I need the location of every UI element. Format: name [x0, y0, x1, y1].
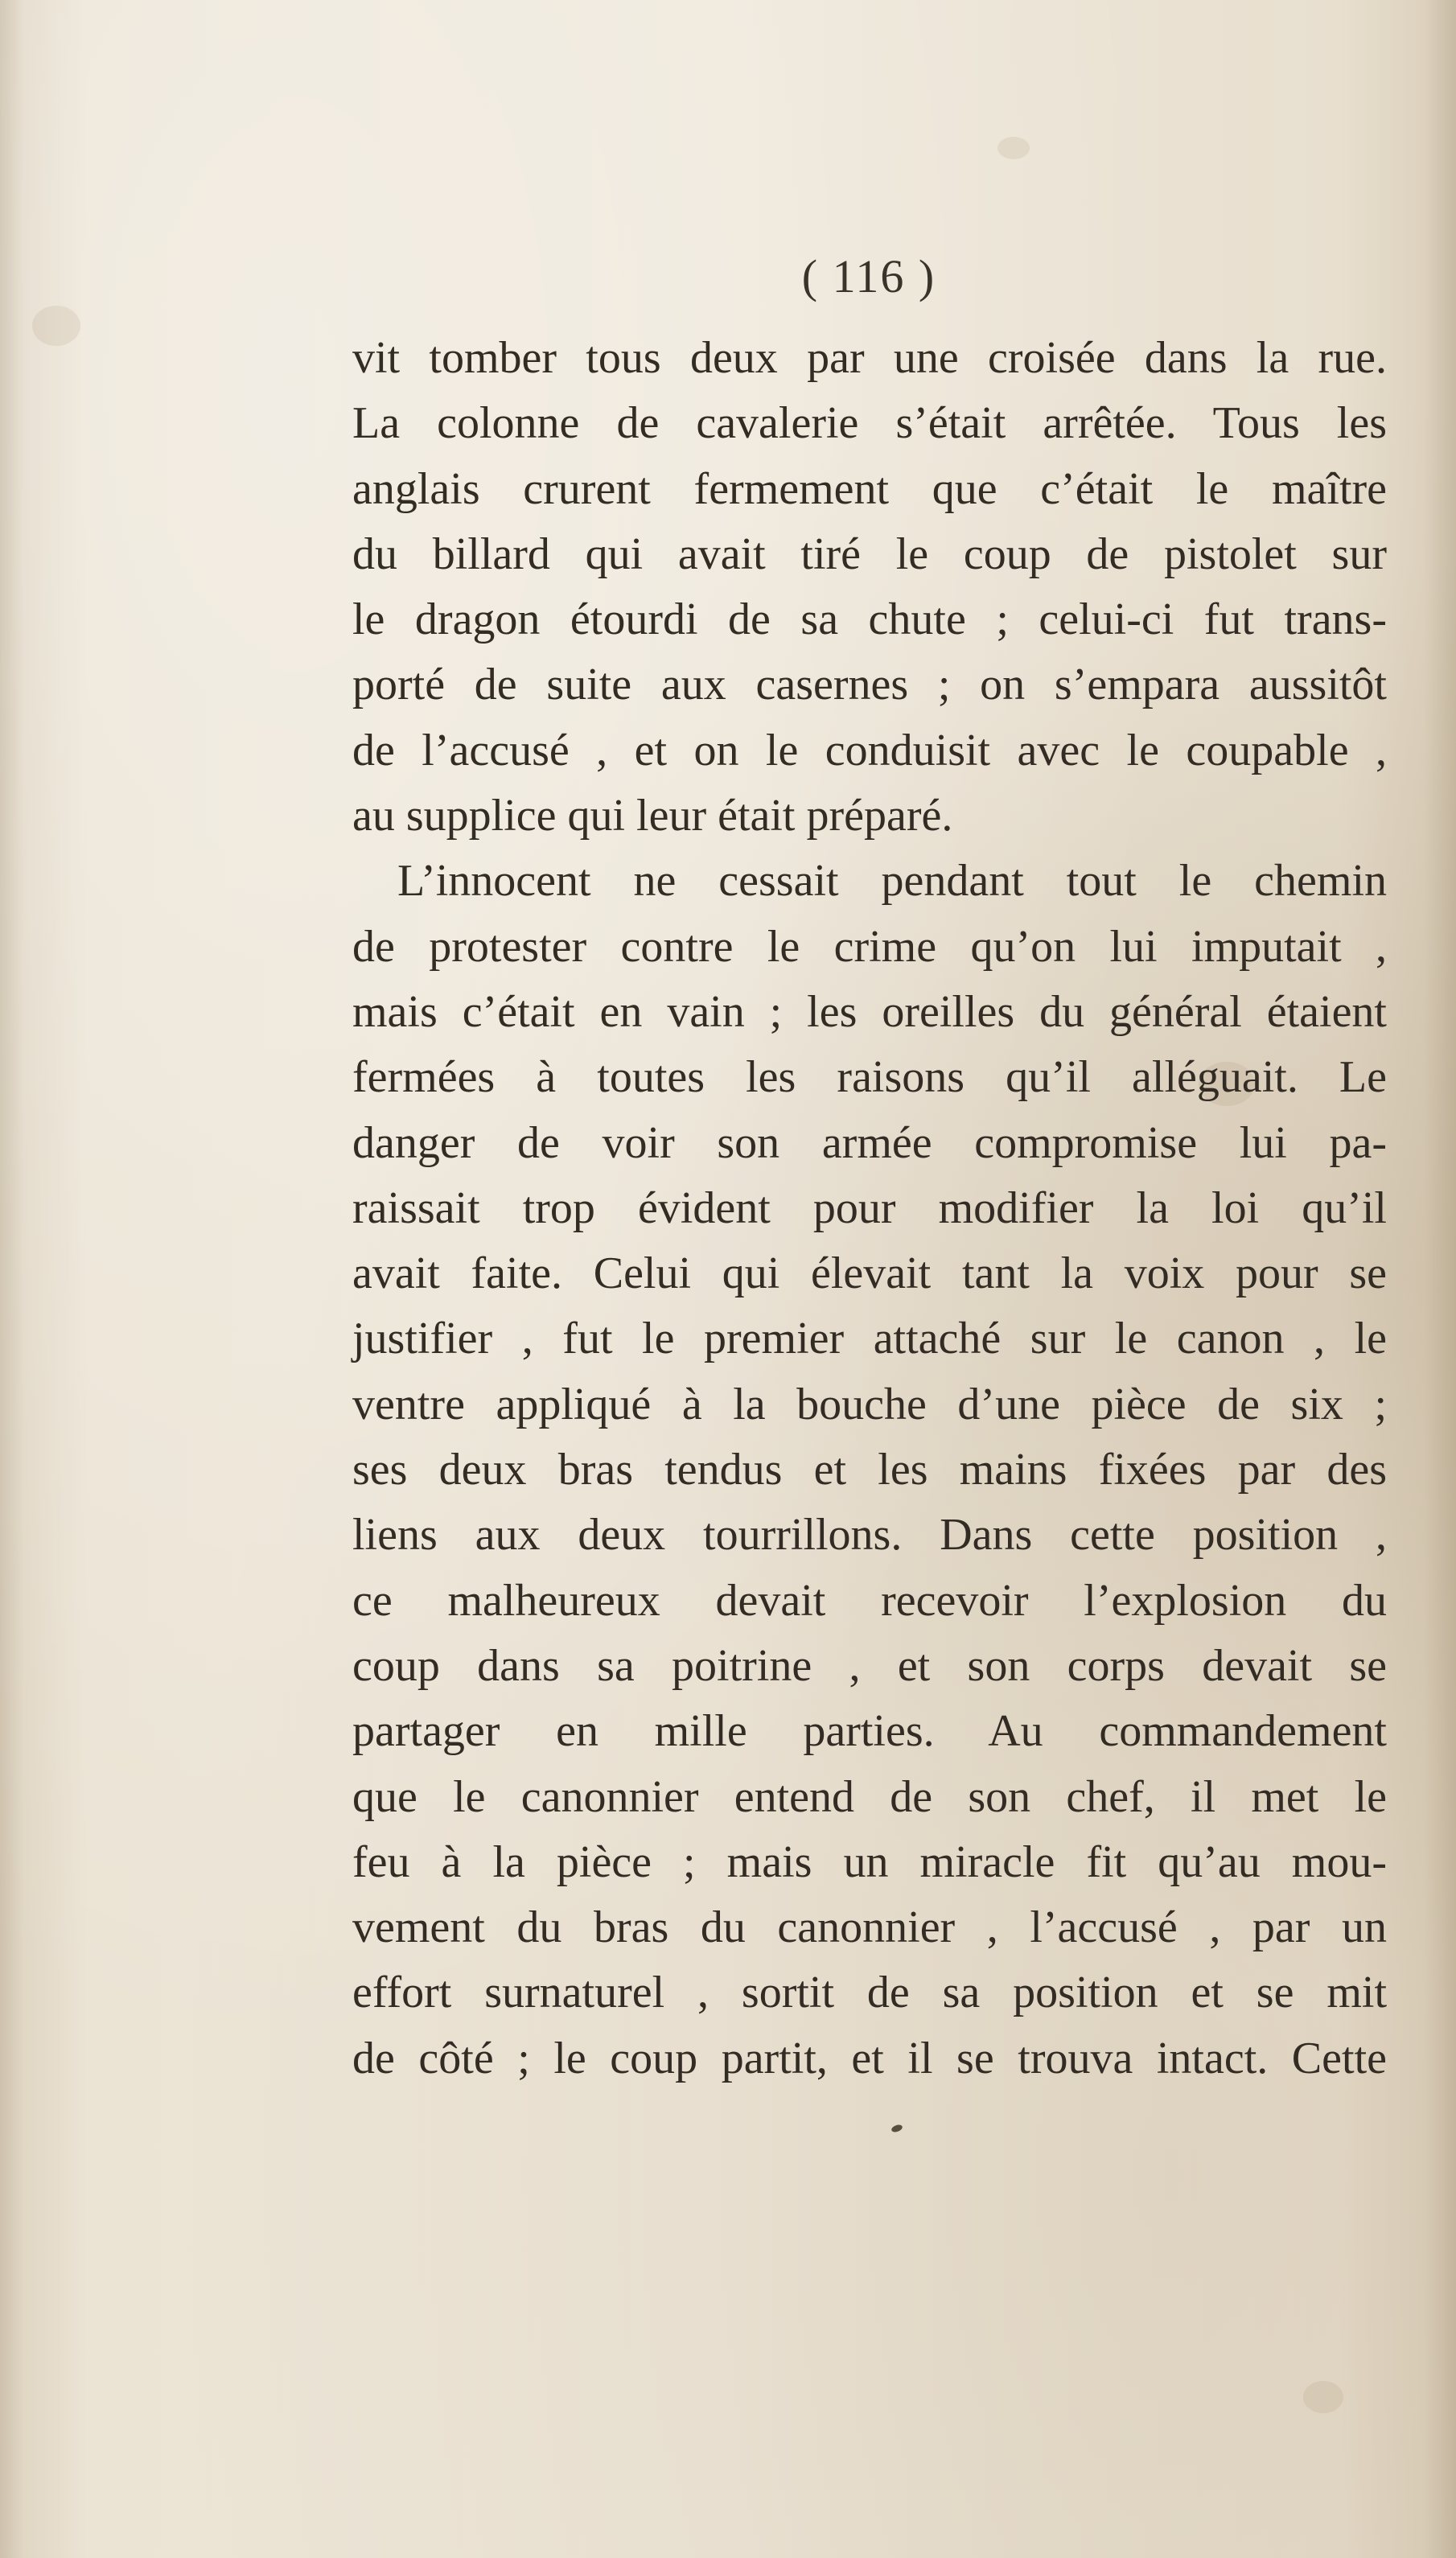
paragraph-start-line: L’innocent ne cessait pendant tout le chemin — [397, 856, 1387, 907]
text-line: avait faite. Celui qui élevait tant la voix pour se — [352, 1248, 1387, 1299]
gutter-shadow — [0, 0, 24, 2558]
text-line: La colonne de cavalerie s’était arrêtée. Tous les — [352, 398, 1387, 449]
text-line: ventre appliqué à la bouche d’une pièce de six ; — [352, 1379, 1387, 1429]
text-line: mais c’était en vain ; les oreilles du général étaient — [352, 986, 1387, 1037]
foxing-spot — [1303, 2381, 1343, 2413]
text-line: au supplice qui leur était préparé. — [352, 791, 953, 841]
page-edge-shadow — [1424, 0, 1456, 2558]
page-number: ( 116 ) — [801, 250, 936, 302]
text-line: feu à la pièce ; mais un miracle fit qu’au mou- — [352, 1836, 1387, 1887]
text-line: vit tomber tous deux par une croisée dans la rue. — [352, 333, 1387, 383]
text-line: raissait trop évident pour modifier la loi qu’il — [352, 1182, 1387, 1233]
body-text — [352, 326, 1387, 2091]
text-line: de l’accusé , et on le conduisit avec le coupable , — [352, 725, 1387, 775]
foxing-spot — [997, 137, 1030, 159]
text-line: de protester contre le crime qu’on lui imputait , — [352, 921, 1387, 972]
text-line: de côté ; le coup partit, et il se trouva intact. Cette — [352, 2033, 1387, 2083]
text-line: fermées à toutes les raisons qu’il alléguait. Le — [352, 1052, 1387, 1103]
foxing-spot — [32, 306, 80, 346]
text-line: le dragon étourdi de sa chute ; celui-ci fut trans- — [352, 594, 1387, 645]
text-line: anglais crurent fermement que c’était le maître — [352, 463, 1387, 514]
text-line: coup dans sa poitrine , et son corps devait se — [352, 1640, 1387, 1691]
text-line: danger de voir son armée compromise lui pa- — [352, 1117, 1387, 1168]
text-line: effort surnaturel , sortit de sa position et se mit — [352, 1968, 1387, 2018]
text-line: liens aux deux tourrillons. Dans cette position , — [352, 1510, 1387, 1561]
text-line: que le canonnier entend de son chef, il met le — [352, 1771, 1387, 1822]
text-line: vement du bras du canonnier , l’accusé , par un — [352, 1902, 1387, 1953]
text-line: justifier , fut le premier attaché sur le canon , le — [352, 1314, 1387, 1364]
text-line: ses deux bras tendus et les mains fixées par des — [352, 1445, 1387, 1495]
text-line: ce malheureux devait recevoir l’explosion du — [352, 1575, 1387, 1626]
text-line: partager en mille parties. Au commandement — [352, 1706, 1387, 1757]
text-line: du billard qui avait tiré le coup de pistolet sur — [352, 528, 1387, 579]
ink-speck — [890, 2124, 903, 2133]
text-line: porté de suite aux casernes ; on s’empara aussitôt — [352, 660, 1387, 710]
